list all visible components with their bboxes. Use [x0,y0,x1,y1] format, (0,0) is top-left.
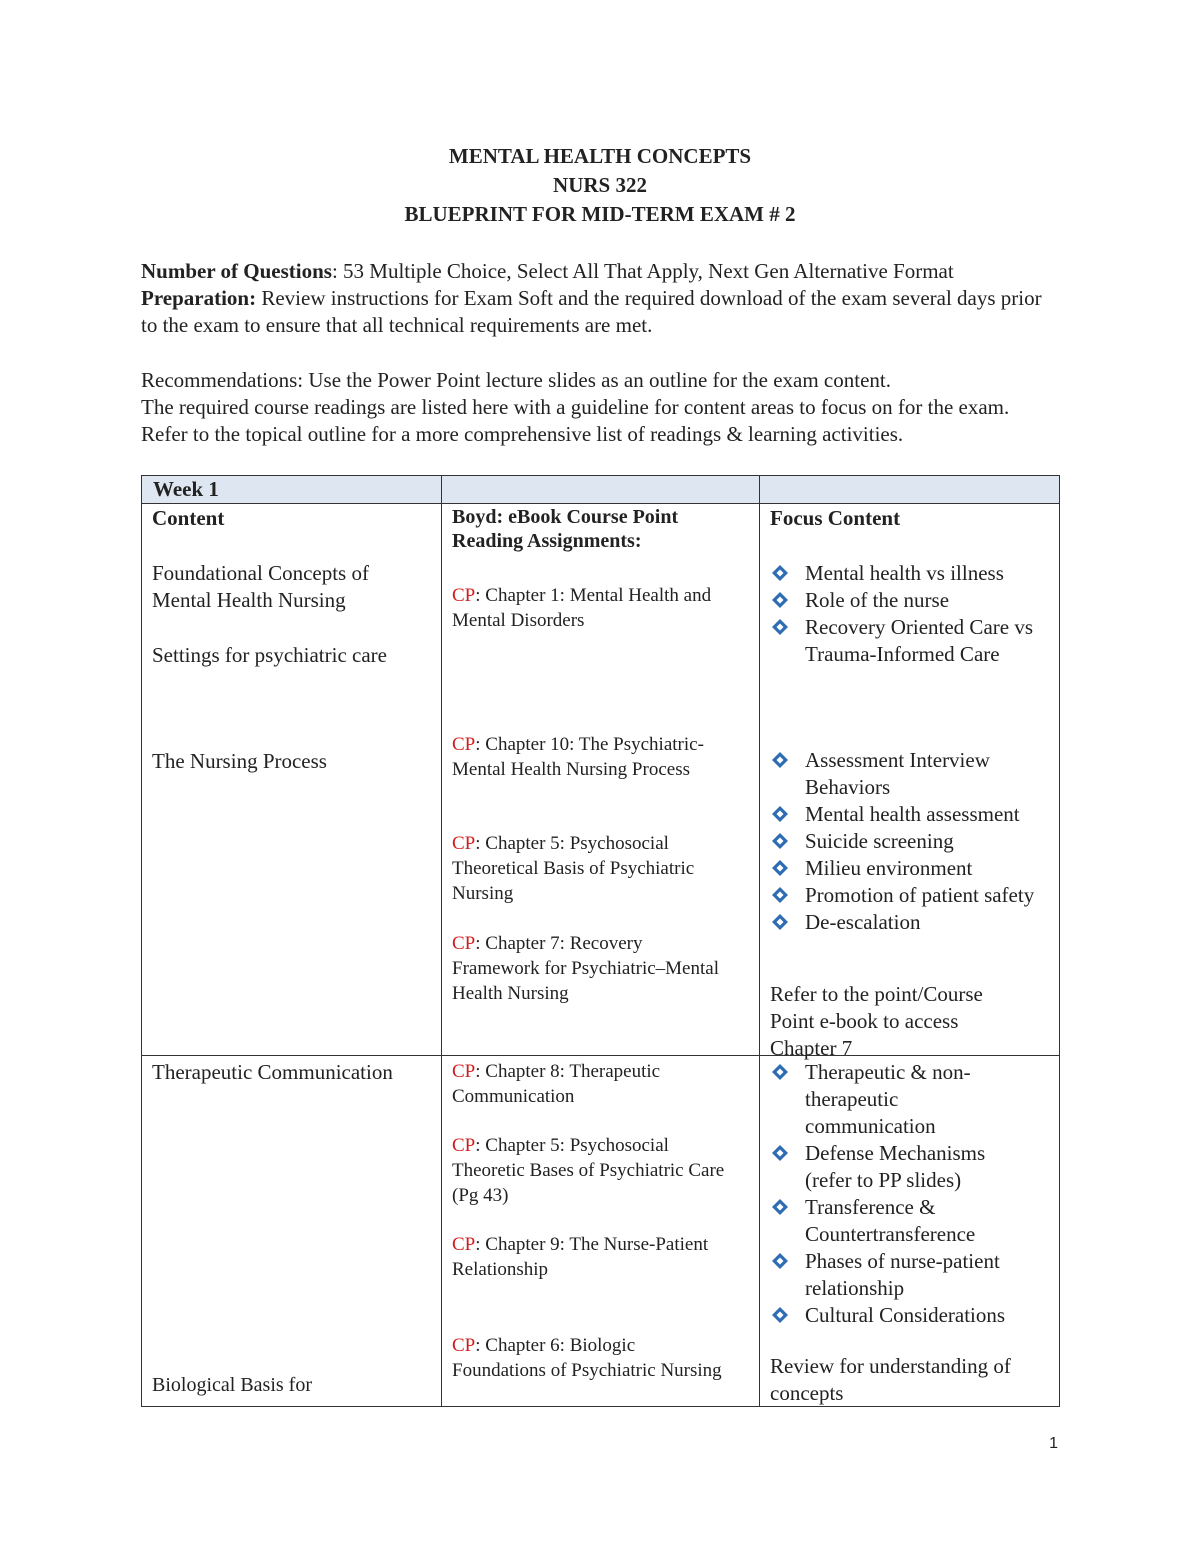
list-item: Mental health assessment [770,801,1052,828]
document-title [0,142,1200,229]
diamond-bullet-icon [770,1251,790,1271]
cp-label: CP [452,933,476,954]
focus-list [770,1059,1020,1329]
reading-assignment: CP: Chapter 8: Therapeutic Communication [452,1061,661,1107]
list-item: Mental health vs illness [770,560,1052,587]
blueprint-table [141,475,1060,1407]
table-row [142,504,1060,1056]
list-item: Defense Mechanisms (refer to PP slides) [770,1140,1020,1194]
diamond-bullet-icon [770,858,790,878]
cp-label: CP [452,1135,476,1156]
list-item: Transference & Countertransference [770,1194,1020,1248]
reading-assignment: CP: Chapter 6: Biologic Foundations of Psychiatric Nursing [452,1335,722,1381]
diamond-bullet-icon [770,617,790,637]
reading-assignment: CP: Chapter 5: Psychosocial Theoretic Bases of Psychiatric Care (Pg 43) [452,1135,725,1206]
list-item: Role of the nurse [770,587,1052,614]
list-item: Cultural Considerations [770,1302,1020,1329]
readings-column-heading: Boyd: eBook Course Point Reading Assignments: [452,506,679,552]
recommendations [141,367,1061,448]
week-header-empty-1 [442,476,760,504]
diamond-bullet-icon [770,750,790,770]
list-item: Promotion of patient safety [770,882,1052,909]
cp-label: CP [452,734,476,755]
list-item: Milieu environment [770,855,1052,882]
diamond-bullet-icon [770,1197,790,1217]
readings-cell [442,1056,760,1407]
diamond-bullet-icon [770,885,790,905]
preparation-line: Preparation: Review instructions for Exam Soft and the required download of the exam several days prior to the exam to ensure that all technical requirements are met. [141,286,1042,337]
focus-list [770,747,1052,936]
week-header-row [142,476,1060,504]
content-cell [142,1056,442,1407]
reading-assignment: CP: Chapter 5: Psychosocial Theoretical Basis of Psychiatric Nursing [452,833,695,904]
reading-assignment: CP: Chapter 7: Recovery Framework for Psychiatric–Mental Health Nursing [452,933,719,1004]
list-item: De-escalation [770,909,1052,936]
readings-cell [442,504,760,1056]
focus-list [770,560,1052,668]
table-row [142,1056,1060,1407]
focus-note: Refer to the point/Course Point e-book to access Chapter 7 [770,982,983,1060]
diamond-bullet-icon [770,1062,790,1082]
reading-assignment: CP: Chapter 1: Mental Health and Mental Disorders [452,585,712,631]
content-column-heading: Content [152,506,225,530]
cp-label: CP [452,1335,476,1356]
focus-note: Review for understanding of concepts [770,1354,1011,1405]
course-number: NURS 322 [553,173,647,197]
content-cell [142,504,442,1056]
diamond-bullet-icon [770,831,790,851]
diamond-bullet-icon [770,804,790,824]
recommendation-line-1: Recommendations: Use the Power Point lecture slides as an outline for the exam content. [141,368,891,392]
cp-label: CP [452,1234,476,1255]
cp-label: CP [452,1061,476,1082]
list-item: Recovery Oriented Care vs Trauma-Informed Care [770,614,1052,668]
week-label: Week 1 [142,476,442,504]
course-title: MENTAL HEALTH CONCEPTS [448,144,752,168]
content-topic: Therapeutic Communication [152,1060,393,1084]
week-header-empty-2 [760,476,1060,504]
content-topic: Biological Basis for [152,1374,312,1396]
cp-label: CP [452,833,476,854]
focus-column-heading: Focus Content [770,506,901,530]
cp-label: CP [452,585,476,606]
list-item: Phases of nurse-patient relationship [770,1248,1020,1302]
diamond-bullet-icon [770,1143,790,1163]
list-item: Assessment Interview Behaviors [770,747,1052,801]
diamond-bullet-icon [770,1305,790,1325]
content-topic: The Nursing Process [152,749,327,773]
diamond-bullet-icon [770,912,790,932]
diamond-bullet-icon [770,563,790,583]
recommendation-line-2: The required course readings are listed here with a guideline for content areas to focus on for the exam. Refer to the topical outline for a more comprehensive list of readings & learning activities. [141,395,1010,446]
list-item: Therapeutic & non-therapeutic communication [770,1059,1020,1140]
exam-info [141,258,1061,339]
focus-cell [760,504,1060,1060]
focus-cell [760,1056,1060,1407]
content-topic: Settings for psychiatric care [152,643,387,667]
list-item: Suicide screening [770,828,1052,855]
questions-line: Number of Questions: 53 Multiple Choice, Select All That Apply, Next Gen Alternative Format [141,259,954,283]
exam-title: BLUEPRINT FOR MID-TERM EXAM # 2 [404,202,796,226]
content-topic: Foundational Concepts of Mental Health Nursing [152,561,369,612]
reading-assignment: CP: Chapter 9: The Nurse-Patient Relationship [452,1234,709,1280]
diamond-bullet-icon [770,590,790,610]
page-number: 1 [1049,1435,1058,1452]
reading-assignment: CP: Chapter 10: The Psychiatric-Mental Health Nursing Process [452,734,704,780]
